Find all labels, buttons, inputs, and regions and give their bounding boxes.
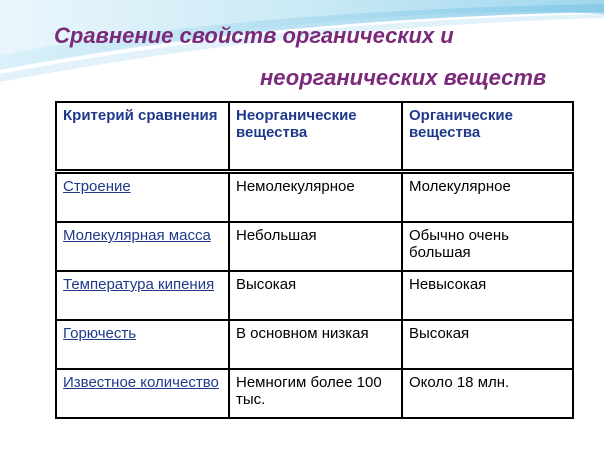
inorganic-cell: В основном низкая — [229, 320, 402, 369]
organic-cell: Обычно очень большая — [402, 222, 573, 271]
header-cell-inorganic: Неорганические вещества — [229, 102, 402, 170]
header-cell-criterion: Критерий сравнения — [56, 102, 229, 170]
inorganic-cell: Высокая — [229, 271, 402, 320]
criterion-cell: Известное количество — [56, 369, 229, 418]
criterion-cell: Горючесть — [56, 320, 229, 369]
slide-title-line-2: неорганических веществ — [260, 65, 547, 90]
organic-cell: Около 18 млн. — [402, 369, 573, 418]
table-row — [56, 271, 573, 320]
comparison-table-body — [55, 172, 574, 419]
criterion-cell: Строение — [56, 173, 229, 222]
organic-cell: Высокая — [402, 320, 573, 369]
table-row — [56, 222, 573, 271]
comparison-table-header — [55, 101, 574, 171]
table-row — [56, 173, 573, 222]
slide-title-line-1: Сравнение свойств органических и — [54, 23, 454, 48]
organic-cell: Молекулярное — [402, 173, 573, 222]
criterion-cell: Молекулярная масса — [56, 222, 229, 271]
table-row — [56, 369, 573, 418]
inorganic-cell: Небольшая — [229, 222, 402, 271]
inorganic-cell: Немолекулярное — [229, 173, 402, 222]
inorganic-cell: Немногим более 100 тыс. — [229, 369, 402, 418]
table-row — [56, 320, 573, 369]
organic-cell: Невысокая — [402, 271, 573, 320]
header-cell-organic: Органические вещества — [402, 102, 573, 170]
criterion-cell: Температура кипения — [56, 271, 229, 320]
header-row — [56, 102, 573, 170]
